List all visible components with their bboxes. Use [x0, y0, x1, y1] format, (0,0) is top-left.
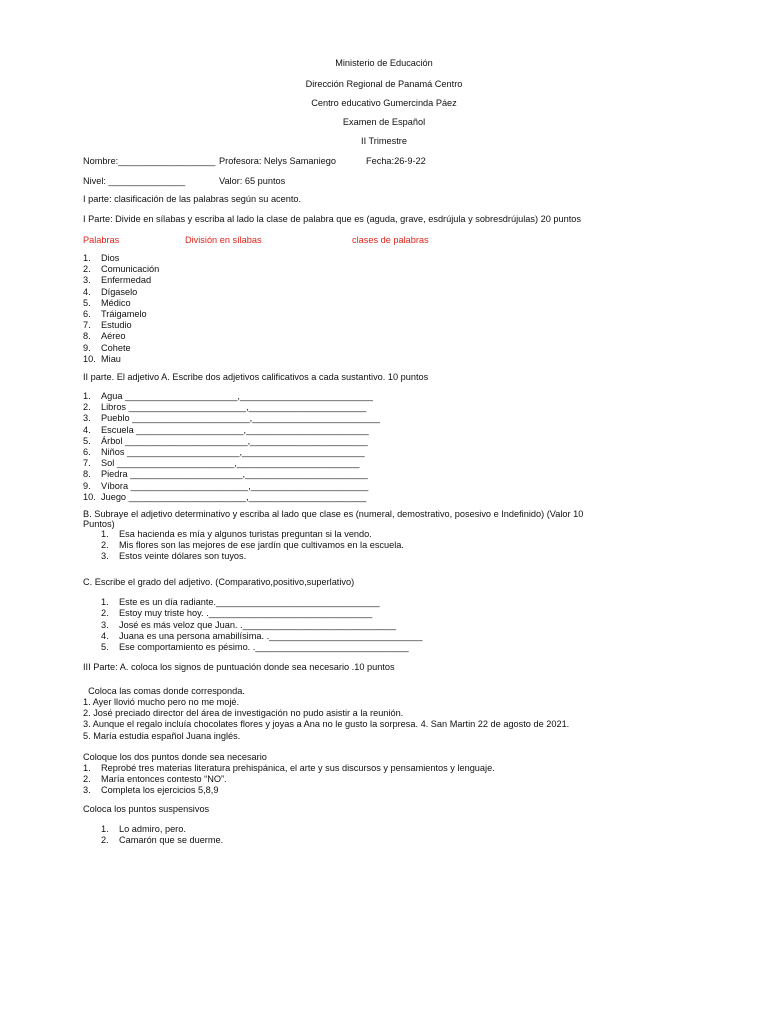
list-item: 3. Completa los ejercicios 5,8,9	[83, 785, 219, 796]
fecha-label: Fecha:26-9-22	[366, 156, 426, 166]
list-item: 5. Árbol ________________________,_______________________	[83, 435, 368, 446]
school-title: Centro educativo Gumercinda Páez	[311, 98, 457, 108]
list-item: 2. Comunicación	[83, 264, 160, 275]
suspensivos-list	[101, 824, 223, 847]
list-item: 1. Lo admiro, pero.	[101, 824, 186, 834]
list-item: 6. Niños ______________________,________________________	[83, 447, 365, 458]
list-item: 2. Libros _______________________,_______________________	[83, 402, 367, 413]
part1-instruction: I Parte: Divide en sílabas y escriba al lado la clase de palabra que es (aguda, grave, esdrújula y sobresdrújulas) 20 puntos	[83, 214, 581, 224]
list-item: 10. Juego _______________________,_______________________	[83, 491, 367, 502]
list-item: 3. Aunque el regalo incluía chocolates flores y joyas a Ana no le gusto la sorpresa. 4. San Martin 22 de agosto de 2021.	[83, 719, 570, 730]
partC-list	[101, 597, 422, 653]
term-title: II Trimestre	[361, 136, 407, 146]
nivel-field: Nivel: _______________	[83, 176, 186, 186]
list-item: 5. Ese comportamiento es pésimo. .______________________________	[101, 642, 409, 653]
part1-list	[83, 253, 159, 365]
list-item: 1. Agua ______________________,__________________________	[83, 391, 373, 401]
list-item: 6. Tráigamelo	[83, 309, 147, 320]
header-division: División en sílabas	[185, 235, 262, 245]
list-item: 10. Miau	[83, 353, 121, 364]
list-item: 1. Reprobé tres materias literatura prehispánica, el arte y sus discursos y pensamientos y lenguaje.	[83, 763, 495, 773]
part1-title: I parte: clasificación de las palabras según su acento.	[83, 194, 302, 204]
list-item: 1. Dios	[83, 253, 120, 263]
suspensivos-title: Coloca los puntos suspensivos	[83, 804, 210, 814]
comas-list	[83, 697, 569, 742]
list-item: 3. José es más veloz que Juan. .______________________________	[101, 619, 396, 630]
list-item: 5. María estudia español Juana inglés.	[83, 730, 241, 741]
list-item: 1. Ayer llovió mucho pero no me mojé.	[83, 697, 240, 707]
list-item: 3. Enfermedad	[83, 275, 152, 286]
list-item: 2. María entonces contesto “NO”.	[83, 774, 227, 785]
dos-puntos-list	[83, 763, 495, 797]
part3-title: III Parte: A. coloca los signos de puntuación donde sea necesario .10 puntos	[83, 662, 395, 672]
partB-title-line1: B. Subraye el adjetivo determinativo y escriba al lado que clase es (numeral, demostrativo, posesivo e Indefinido) (Valor 10	[83, 509, 584, 519]
region-title: Dirección Regional de Panamá Centro	[305, 79, 463, 89]
dos-puntos-title: Coloque los dos puntos donde sea necesario	[83, 752, 267, 762]
partC-title: C. Escribe el grado del adjetivo. (Comparativo,positivo,superlativo)	[83, 577, 355, 587]
list-item: 2. Camarón que se duerme.	[101, 835, 224, 846]
list-item: 2. Estoy muy triste hoy. .________________________________	[101, 608, 373, 619]
profesora-label: Profesora: Nelys Samaniego	[219, 156, 336, 166]
list-item: 1. Este es un día radiante.________________________________	[101, 597, 380, 607]
list-item: 5. Médico	[83, 297, 131, 308]
list-item: 3. Estos veinte dólares son tuyos.	[101, 551, 247, 562]
ministry-title: Ministerio de Educación	[335, 58, 433, 68]
valor-label: Valor: 65 puntos	[219, 176, 286, 186]
list-item: 1. Esa hacienda es mía y algunos turistas preguntan si la vendo.	[101, 529, 372, 539]
list-item: 8. Piedra ______________________,________________________	[83, 469, 368, 480]
partB-title-line2: Puntos)	[83, 519, 115, 529]
exam-title: Examen de Español	[342, 117, 426, 127]
header-palabras: Palabras	[83, 235, 120, 245]
list-item: 7. Estudio	[83, 320, 132, 331]
nombre-field: Nombre:___________________	[83, 156, 216, 166]
part2-title: II parte. El adjetivo A. Escribe dos adjetivos calificativos a cada sustantivo. 10 puntos	[83, 372, 429, 382]
list-item: 3. Pueblo _______________________,_________________________	[83, 413, 380, 424]
header-clases: clases de palabras	[352, 235, 429, 245]
list-item: 2. José preciado director del área de investigación no pudo asistir a la reunión.	[83, 708, 404, 719]
list-item: 4. Juana es una persona amabilísima. .______________________________	[101, 630, 423, 641]
comas-title: Coloca las comas donde corresponda.	[83, 686, 245, 696]
list-item: 4. Escuela _____________________,________________________	[83, 424, 369, 435]
list-item: 7. Sol _______________________,________________________	[83, 458, 360, 469]
list-item: 4. Dígaselo	[83, 286, 138, 297]
list-item: 9. Cohete	[83, 342, 131, 353]
part2-list	[83, 391, 380, 503]
partB-list	[101, 529, 404, 563]
list-item: 2. Mis flores son las mejores de ese jardín que cultivamos en la escuela.	[101, 540, 404, 551]
list-item: 9. Víbora _______________________,_______________________	[83, 480, 369, 491]
list-item: 8. Aéreo	[83, 331, 126, 342]
